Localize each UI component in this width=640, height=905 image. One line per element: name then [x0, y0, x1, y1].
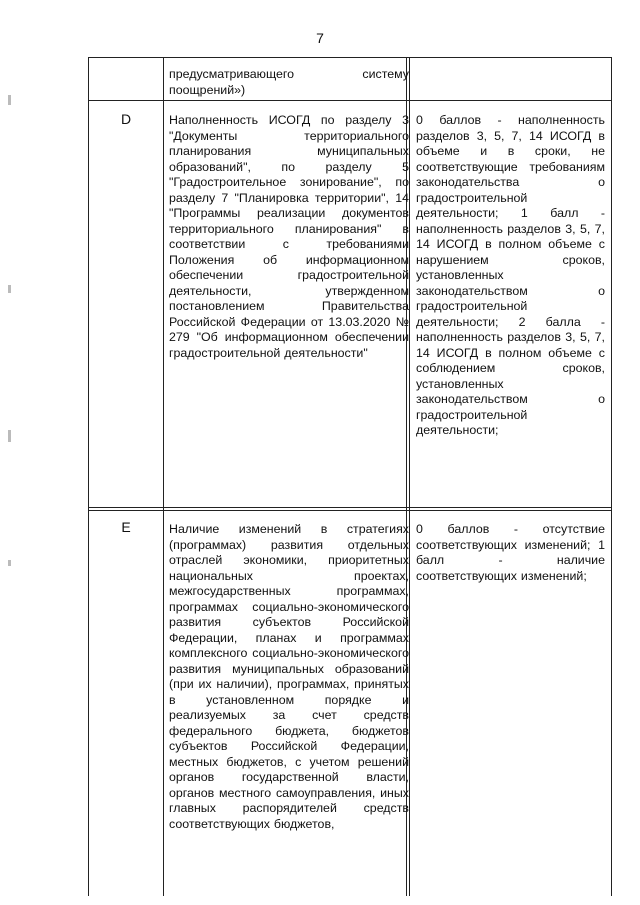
- margin-mark: [8, 285, 11, 293]
- row-letter: D: [120, 111, 132, 127]
- column-divider: [163, 58, 164, 896]
- margin-mark: [8, 95, 11, 105]
- table-row: [169, 67, 409, 98]
- row-divider: [89, 507, 611, 508]
- row-description: предусматривающего систему поощрений»): [169, 67, 409, 97]
- margin-mark: [8, 560, 11, 566]
- margin-mark: [8, 430, 11, 442]
- row-divider: [89, 510, 611, 511]
- row-scoring: 0 баллов - наполненность разделов 3, 5, 7, 14 ИСОГД в объеме и в сроки, не соответствующие требованиям законодательства о градостроительной деятельности; 1 балл - наполненность разделов 3, 5, 7, 14 ИСОГД в полном объеме с нарушением сроков, установленных законодательством о градостроительной деятельности; 2 балла - наполненность разделов 3, 5, 7, 14 ИСОГД в полном объеме с соблюдением сроков, установленных законодательством о градостроительной деятельности;: [416, 113, 605, 437]
- row-description: Наполненность ИСОГД по разделу 3 "Документы территориального планирования муниципальных образований", по разделу 5 "Градостроительное зонирование", по разделу 7 "Планировка территории", 14 "Программы реализации документов территориального планирования" в соответствии с требованиями Положения об информационном обеспечении градостроительной деятельности, утвержденном постановлением Правительства Российской Федерации от 13.03.2020 № 279 "Об информационном обеспечении градостроительной деятельности": [169, 113, 409, 360]
- criteria-table: [88, 57, 612, 896]
- row-divider: [89, 100, 611, 101]
- row-letter: E: [121, 519, 131, 535]
- row-description: Наличие изменений в стратегиях (программах) развития отдельных отраслей экономики, приоритетных национальных проектах, межгосударственных программах, программах социально-экономического развития субъектов Российской Федерации, планах и программах комплексного социально-экономического развития муниципальных образований (при их наличии), программах, принятых в установленном порядке и реализуемых за счет средств федерального бюджета, бюджетов субъектов Российской Федерации, местных бюджетов, с учетом решений органов государственной власти, органов местного самоуправления, иных главных распорядителей средств соответствующих бюджетов,: [169, 522, 409, 831]
- page-number: 7: [316, 30, 324, 46]
- row-scoring: 0 баллов - отсутствие соответствующих изменений; 1 балл - наличие соответствующих изменений;: [416, 522, 605, 583]
